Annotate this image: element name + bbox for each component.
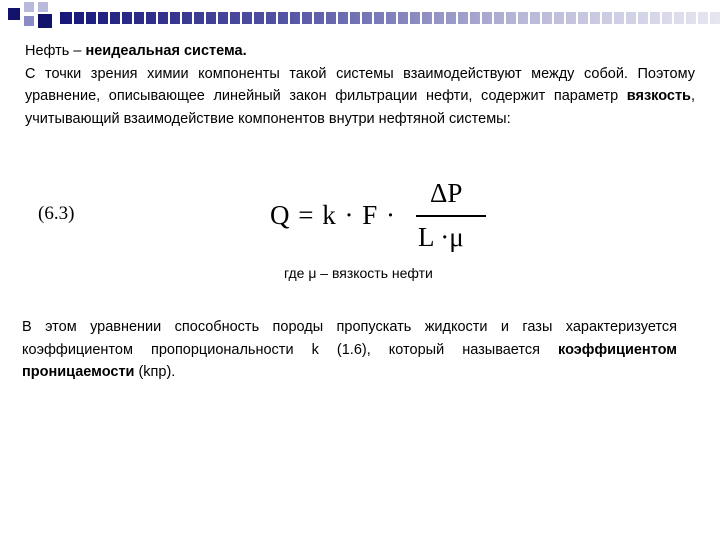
outro-bold-term: коэффициентом проницаемости	[22, 341, 677, 380]
fraction-line	[416, 215, 486, 217]
formula-number: (6.3)	[38, 203, 75, 224]
decor-stripe	[132, 12, 134, 24]
decor-square	[38, 2, 48, 12]
decor-stripe	[360, 12, 362, 24]
decor-stripe	[408, 12, 410, 24]
decor-stripe	[312, 12, 314, 24]
decor-stripe	[72, 12, 74, 24]
intro-title-bold: неидеальная система.	[85, 43, 247, 59]
decor-stripe	[168, 12, 170, 24]
decor-stripe	[300, 12, 302, 24]
decor-stripe	[600, 12, 602, 24]
decor-stripe	[324, 12, 326, 24]
decor-square	[24, 16, 34, 26]
formula-denominator: L ·μ	[418, 222, 464, 252]
intro-bold-term: вязкость	[626, 88, 691, 104]
outro-paragraph	[22, 316, 677, 384]
decor-stripe	[420, 12, 422, 24]
intro-title	[25, 40, 695, 63]
decor-stripe	[192, 12, 194, 24]
decor-stripe	[204, 12, 206, 24]
intro-text-part-2: , учитывающий взаимодействие компонентов внутри нефтяной системы:	[25, 88, 695, 127]
intro-paragraph	[25, 40, 695, 130]
decor-stripe	[180, 12, 182, 24]
decor-stripe	[552, 12, 554, 24]
decor-stripe	[396, 12, 398, 24]
decor-gradient-strip	[60, 12, 720, 24]
decor-stripe	[108, 12, 110, 24]
decor-stripe	[456, 12, 458, 24]
decor-stripe	[576, 12, 578, 24]
decor-stripe	[432, 12, 434, 24]
decor-stripe	[120, 12, 122, 24]
decor-stripe	[348, 12, 350, 24]
decor-stripe	[264, 12, 266, 24]
decor-stripe	[240, 12, 242, 24]
decor-stripe	[336, 12, 338, 24]
decor-stripe	[516, 12, 518, 24]
decor-stripe	[276, 12, 278, 24]
decor-stripe	[156, 12, 158, 24]
decor-stripe	[468, 12, 470, 24]
decor-stripe	[660, 12, 662, 24]
decor-stripe	[444, 12, 446, 24]
formula-legend: где μ – вязкость нефти	[284, 265, 433, 281]
formula-numerator: ΔP	[430, 178, 463, 208]
decor-stripe	[708, 12, 710, 24]
decor-stripe	[612, 12, 614, 24]
decor-stripe	[228, 12, 230, 24]
decor-stripe	[384, 12, 386, 24]
decor-stripe	[480, 12, 482, 24]
outro-text-part-1: В этом уравнении способность породы пропускать жидкости и газы характеризуется коэффициентом пропорциональности k (1.6), который называется	[22, 319, 677, 358]
decor-stripe	[588, 12, 590, 24]
decor-stripe	[684, 12, 686, 24]
decor-square	[38, 14, 52, 28]
decor-stripe	[672, 12, 674, 24]
decor-stripe	[84, 12, 86, 24]
slide-decoration	[0, 0, 720, 30]
formula-lhs: Q = k · F ·	[270, 200, 396, 230]
decor-stripe	[528, 12, 530, 24]
decor-stripe	[648, 12, 650, 24]
decor-stripe	[636, 12, 638, 24]
decor-stripe	[288, 12, 290, 24]
decor-stripe	[564, 12, 566, 24]
decor-stripe	[96, 12, 98, 24]
outro-text-part-2: (kпр).	[134, 364, 176, 380]
decor-square	[8, 8, 20, 20]
decor-stripe	[252, 12, 254, 24]
intro-text-part-1: С точки зрения химии компоненты такой системы взаимодействуют между собой. Поэтому уравнение, описывающее линейный закон фильтрации нефти, содержит параметр	[25, 65, 695, 104]
decor-stripe	[492, 12, 494, 24]
decor-stripe	[144, 12, 146, 24]
decor-stripe	[624, 12, 626, 24]
decor-stripe	[540, 12, 542, 24]
decor-stripe	[504, 12, 506, 24]
formula	[270, 178, 500, 268]
decor-stripe	[372, 12, 374, 24]
decor-stripe	[216, 12, 218, 24]
intro-title-prefix: Нефть –	[25, 43, 86, 59]
decor-square	[24, 2, 34, 12]
decor-stripe	[696, 12, 698, 24]
